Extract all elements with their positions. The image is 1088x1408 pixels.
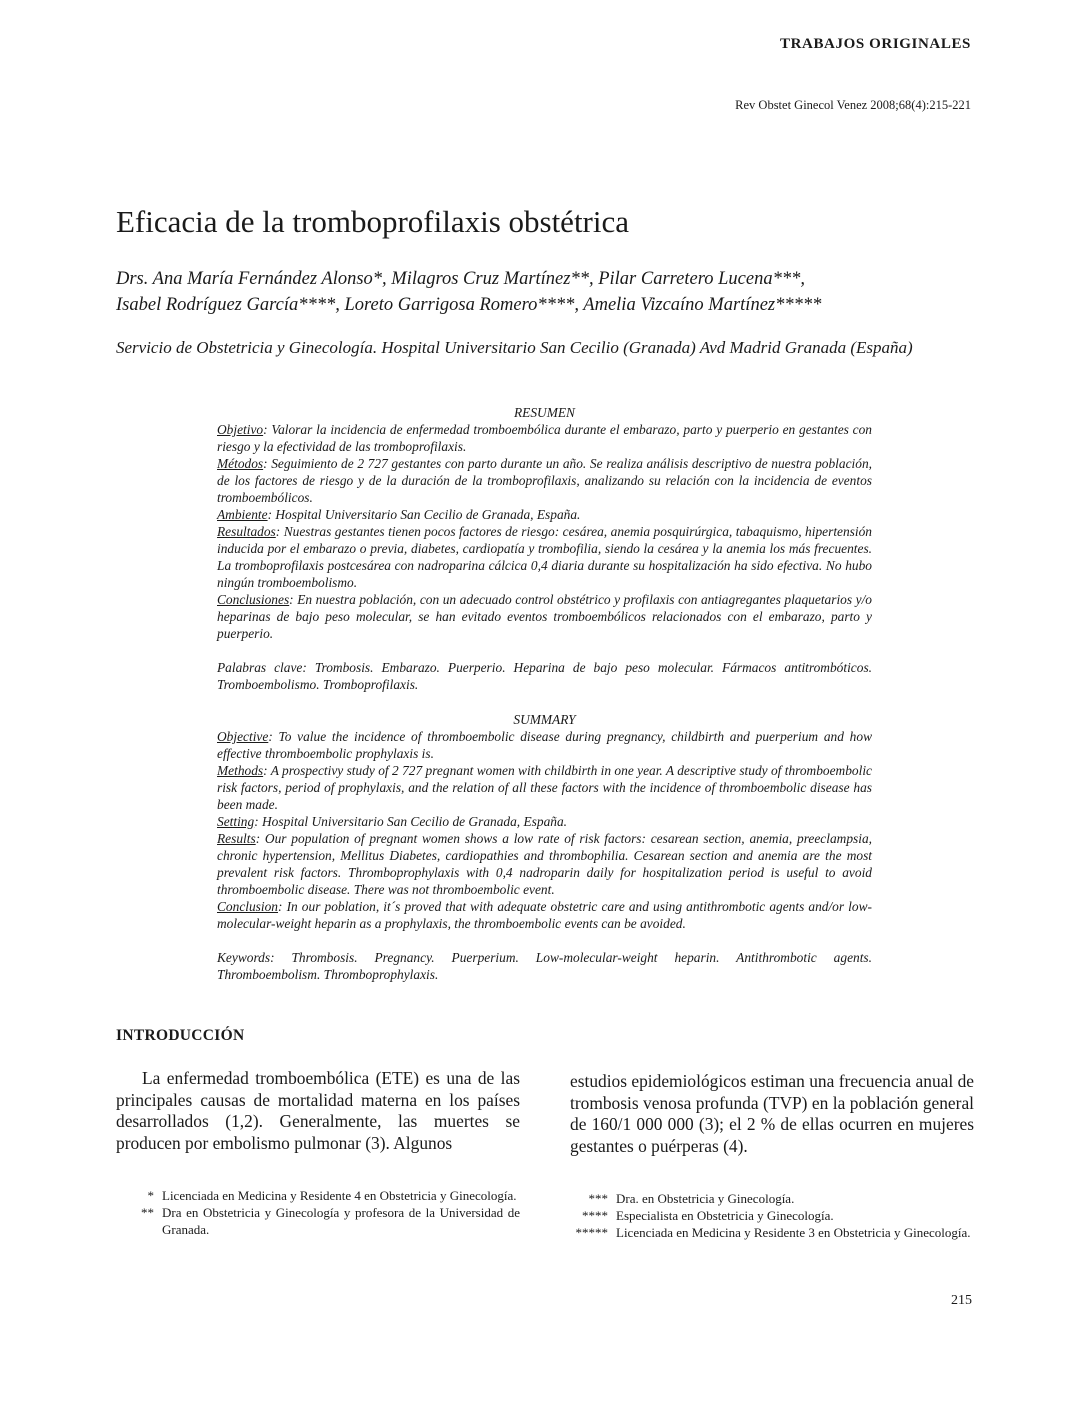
footnote-text: Dra. en Obstetricia y Ginecología.	[616, 1191, 795, 1206]
footnote-text: Dra en Obstetricia y Ginecología y profesora de la Universidad de Granada.	[162, 1205, 520, 1237]
resumen-keywords: Palabras clave: Trombosis. Embarazo. Puerperio. Heparina de bajo peso molecular. Fármacos antitrombóticos. Tromboembolismo. Tromboprofilaxis.	[217, 660, 872, 692]
resumen-conclusiones: Conclusiones: En nuestra población, con un adecuado control obstétrico y profilaxis con antiagregantes plaquetarios y/o heparinas de bajo peso molecular, se han evitado eventos tromboembólicos relacionados con el embarazo, parto y puerperio.	[217, 592, 872, 641]
summary-heading: SUMMARY	[513, 712, 576, 727]
footnote-mark: *	[147, 1188, 154, 1203]
resumen-heading: RESUMEN	[514, 405, 575, 420]
footnote	[558, 1224, 974, 1241]
footnote-mark: *****	[575, 1225, 608, 1240]
footnote	[136, 1204, 520, 1238]
authors-line-2: Isabel Rodríguez García****, Loreto Garrigosa Romero****, Amelia Vizcaíno Martínez*****	[116, 295, 822, 315]
resumen-abstract	[217, 404, 872, 693]
introduction-heading: INTRODUCCIÓN	[116, 1027, 245, 1044]
affiliation: Servicio de Obstetricia y Ginecología. Hospital Universitario San Cecilio (Granada) Avd Madrid Granada (España)	[116, 338, 913, 357]
summary-setting: Setting: Hospital Universitario San Cecilio de Granada, España.	[217, 814, 568, 829]
authors-line-1: Drs. Ana María Fernández Alonso*, Milagros Cruz Martínez**, Pilar Carretero Lucena***,	[116, 269, 805, 289]
resumen-objetivo: Objetivo: Valorar la incidencia de enfermedad tromboembólica durante el embarazo, parto y puerperio en gestantes con riesgo y la efectividad de las tromboprofilaxis.	[217, 422, 872, 454]
page-number: 215	[951, 1293, 972, 1308]
footnote-mark: **	[141, 1205, 154, 1220]
body-paragraph: La enfermedad tromboembólica (ETE) es una de las principales causas de mortalidad materna en los países desarrollados (1,2). Generalmente, las muertes se producen por embolismo pulmonar (3). Algunos	[116, 1068, 520, 1154]
footnote-text: Licenciada en Medicina y Residente 3 en Obstetricia y Ginecología.	[616, 1225, 971, 1240]
summary-keywords: Keywords: Thrombosis. Pregnancy. Puerperium. Low-molecular-weight heparin. Antithrombotic agents. Thromboembolism. Thromboprophylaxis.	[217, 950, 872, 982]
resumen-resultados: Resultados: Nuestras gestantes tienen pocos factores de riesgo: cesárea, anemia posquirúrgica, tabaquismo, hipertensión inducida por el embarazo o previa, diabetes, cardiopatía y trombofilia, siendo la cesárea y la anemia los más frecuentes. La tromboprofilaxis postcesárea con nadroparina cálcica 0,4 diaria durante su hospitalización ha sido efectiva. No hubo ningún tromboembolismo.	[217, 524, 872, 590]
summary-methods: Methods: A prospectivy study of 2 727 pregnant women with childbirth in one year. A descriptive study of thromboembolic risk factors, period of prophylaxis, and the relation of all these factors with the incidence of thromboembolic disease has been made.	[217, 763, 872, 812]
footnote	[558, 1190, 974, 1207]
author-list	[116, 266, 976, 318]
footnotes-right	[558, 1190, 974, 1241]
article-title: Eficacia de la tromboprofilaxis obstétrica	[116, 204, 630, 239]
footnote-text: Especialista en Obstetricia y Ginecología.	[616, 1208, 834, 1223]
section-heading: TRABAJOS ORIGINALES	[779, 36, 971, 52]
footnote-mark: ***	[588, 1191, 608, 1206]
summary-abstract	[217, 711, 872, 983]
footnote	[136, 1187, 520, 1204]
body-column-right	[570, 1071, 974, 1158]
footnotes-left	[136, 1187, 520, 1238]
journal-citation: Rev Obstet Ginecol Venez 2008;68(4):215-221	[735, 98, 971, 112]
body-column-left	[116, 1068, 520, 1155]
footnote	[558, 1207, 974, 1224]
resumen-metodos: Métodos: Seguimiento de 2 727 gestantes con parto durante un año. Se realiza análisis descriptivo de nuestra población, de los factores de riesgo y de la duración de la tromboprofilaxis, analizando su relación con la incidencia de eventos tromboembólicos.	[217, 456, 872, 505]
summary-conclusion: Conclusion: In our poblation, it´s proved that with adequate obstetric care and using antithrombotic agents and/or low-molecular-weight heparin as a prophylaxis, the thromboembolic events can be avoided.	[217, 899, 872, 931]
summary-results: Results: Our population of pregnant women shows a low rate of risk factors: cesarean section, anemia, preeclampsia, chronic hypertension, Mellitus Diabetes, cardiopathies and thrombophilia. Cesarean section and anemia are the most prevalent risk factors. Thromboprophylaxis with 0,4 nadroparin daily for hospitalization period is useful to avoid thromboembolic disease. There was not thromboembolic event.	[217, 831, 872, 897]
footnote-text: Licenciada en Medicina y Residente 4 en Obstetricia y Ginecología.	[162, 1188, 517, 1203]
summary-objective: Objective: To value the incidence of thromboembolic disease during pregnancy, childbirth and puerperium and how effective thromboembolic prophylaxis is.	[217, 729, 872, 761]
resumen-ambiente: Ambiente: Hospital Universitario San Cecilio de Granada, España.	[217, 507, 581, 522]
footnote-mark: ****	[582, 1208, 608, 1223]
body-paragraph-continued: estudios epidemiológicos estiman una frecuencia anual de trombosis venosa profunda (TVP) en la población general de 160/1 000 000 (3); el 2 % de ellas ocurren en mujeres gestantes o puérperas (4).	[570, 1071, 974, 1157]
